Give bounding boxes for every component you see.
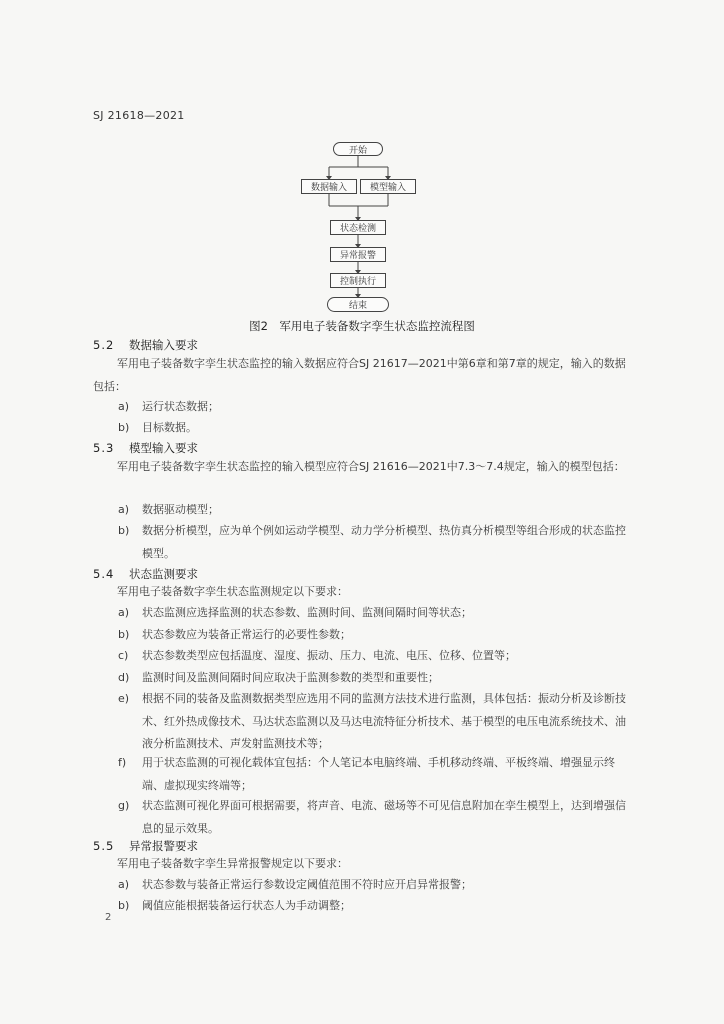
list-item-text: 状态参数与装备正常运行参数设定阈值范围不符时应开启异常报警； (142, 878, 472, 891)
list-item-text: 根据不同的装备及监测数据类型应选用不同的监测方法技术进行监测，具体包括：振动分析及诊断技术、红外热成像技术、马达状态监测以及马达电流特征分析技术、基于模型的电压电流系统技术、油液分析监测技术、声发射监测技术等； (142, 692, 626, 750)
flow-end-node: 结束 (327, 297, 389, 312)
list-item-text: 用于状态监测的可视化载体宜包括：个人笔记本电脑终端、手机移动终端、平板终端、增强显示终端、虚拟现实终端等； (142, 756, 615, 792)
list-item (118, 417, 634, 440)
list-item-text: 状态监测应选择监测的状态参数、监测时间、监测间隔时间等状态； (142, 606, 472, 619)
section-heading-5-5 (93, 838, 198, 854)
list-item-label: f) (118, 756, 127, 769)
section-5-5-intro: 军用电子装备数字孪生异常报警规定以下要求： (117, 857, 348, 870)
list-item-label: b) (118, 421, 130, 434)
flow-status-detect-node: 状态检测 (330, 220, 386, 235)
list-item (118, 520, 634, 565)
list-item (118, 645, 634, 668)
list-item-text: 数据驱动模型； (142, 503, 219, 516)
list-item-label: g) (118, 799, 130, 812)
list-item (118, 795, 634, 840)
section-heading-5-2 (93, 337, 198, 353)
flow-control-exec-node: 控制执行 (330, 273, 386, 288)
list-item-label: c) (118, 649, 129, 662)
list-item-label: d) (118, 671, 130, 684)
section-number: 5.3 (93, 441, 115, 455)
section-number: 5.2 (93, 338, 115, 352)
list-item-text: 阈值应能根据装备运行状态人为手动调整； (142, 899, 351, 912)
section-number: 5.4 (93, 567, 115, 581)
list-item (118, 874, 634, 897)
list-item (118, 752, 634, 797)
flow-alarm-node: 异常报警 (330, 247, 386, 262)
section-5-3-intro: 军用电子装备数字孪生状态监控的输入模型应符合SJ 21616—2021中7.3～7.4规定，输入的模型包括： (117, 460, 625, 473)
section-title: 状态监测要求 (129, 567, 198, 581)
flow-data-input-node: 数据输入 (301, 179, 357, 194)
list-item (118, 624, 634, 647)
section-5-2-intro: 军用电子装备数字孪生状态监控的输入数据应符合SJ 21617—2021中第6章和第7章的规定，输入的数据包括： (93, 357, 626, 393)
list-item (118, 688, 634, 756)
list-item-text: 状态参数类型应包括温度、湿度、振动、压力、电流、电压、位移、位置等； (142, 649, 516, 662)
list-item-label: b) (118, 899, 130, 912)
section-heading-5-3 (93, 440, 198, 456)
flow-model-input-node: 模型输入 (360, 179, 416, 194)
flowchart (0, 0, 724, 330)
list-item (118, 499, 634, 522)
standard-code: SJ 21618—2021 (93, 109, 185, 122)
list-item-text: 监测时间及监测间隔时间应取决于监测参数的类型和重要性； (142, 671, 439, 684)
list-item-text: 数据分析模型，应为单个例如运动学模型、动力学分析模型、热仿真分析模型等组合形成的状态监控模型。 (142, 524, 626, 560)
list-item-label: a) (118, 878, 130, 891)
section-title: 数据输入要求 (129, 338, 198, 352)
list-item-label: e) (118, 692, 130, 705)
list-item-label: a) (118, 400, 130, 413)
list-item-text: 运行状态数据； (142, 400, 219, 413)
flow-start-node: 开始 (333, 142, 383, 156)
list-item (118, 667, 634, 690)
list-item-label: a) (118, 606, 130, 619)
list-item-text: 状态参数应为装备正常运行的必要性参数； (142, 628, 351, 641)
section-heading-5-4 (93, 566, 198, 582)
list-item (118, 895, 634, 918)
list-item-text: 目标数据。 (142, 421, 197, 434)
list-item-label: b) (118, 524, 130, 537)
page-number: 2 (105, 912, 112, 923)
list-item (118, 396, 634, 419)
list-item (118, 602, 634, 625)
section-number: 5.5 (93, 839, 115, 853)
section-title: 模型输入要求 (129, 441, 198, 455)
section-5-4-intro: 军用电子装备数字孪生状态监测规定以下要求： (117, 585, 348, 598)
list-item-label: a) (118, 503, 130, 516)
list-item-label: b) (118, 628, 130, 641)
section-title: 异常报警要求 (129, 839, 198, 853)
figure-caption: 图2 军用电子装备数字孪生状态监控流程图 (249, 319, 475, 333)
list-item-text: 状态监测可视化界面可根据需要，将声音、电流、磁场等不可见信息附加在孪生模型上，达到增强信息的显示效果。 (142, 799, 626, 835)
